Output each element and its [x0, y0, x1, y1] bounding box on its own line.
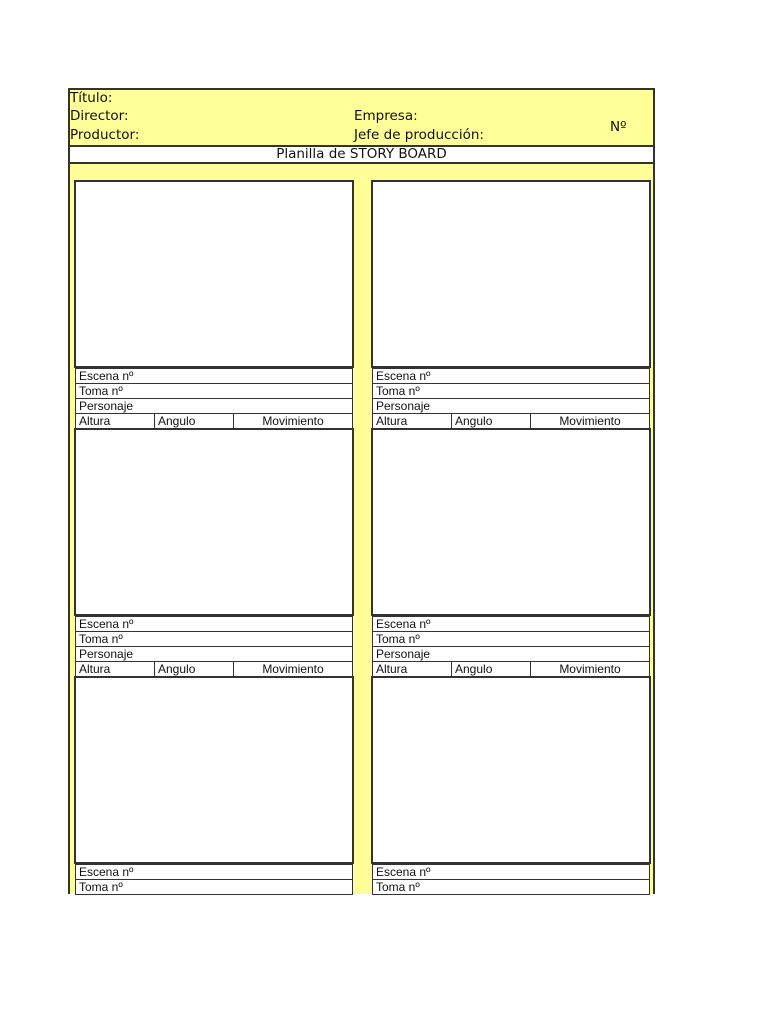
movimiento-label: Movimiento — [559, 414, 621, 428]
sheet-header — [70, 90, 653, 146]
productor-label: Productor: — [70, 127, 140, 143]
storyboard-frame[interactable] — [74, 676, 354, 864]
movimiento-label: Movimiento — [262, 662, 324, 676]
personaje-row — [75, 647, 353, 662]
escena-row — [75, 368, 353, 384]
toma-row — [75, 880, 353, 895]
personaje-label: Personaje — [376, 399, 431, 413]
angulo-label: Angulo — [155, 414, 234, 428]
toma-row — [75, 632, 353, 647]
personaje-label: Personaje — [376, 647, 431, 661]
escena-row — [372, 864, 650, 880]
toma-label: Toma nº — [376, 632, 420, 646]
escena-label: Escena nº — [376, 865, 431, 879]
camera-row — [75, 662, 353, 677]
toma-label: Toma nº — [376, 384, 420, 398]
personaje-row — [75, 399, 353, 414]
escena-row — [372, 368, 650, 384]
toma-row — [75, 384, 353, 399]
storyboard-sheet — [68, 88, 655, 894]
storyboard-frame[interactable] — [371, 676, 651, 864]
altura-label: Altura — [76, 414, 155, 428]
angulo-label: Angulo — [452, 414, 531, 428]
personaje-row — [372, 647, 650, 662]
camera-row — [75, 414, 353, 429]
escena-label: Escena nº — [79, 617, 134, 631]
storyboard-frame[interactable] — [74, 180, 354, 368]
titulo-label: Título: — [70, 90, 113, 106]
altura-label: Altura — [373, 662, 452, 676]
jefe-produccion-label: Jefe de producción: — [354, 127, 484, 143]
empresa-label: Empresa: — [354, 108, 418, 124]
numero-label: Nº — [610, 119, 627, 135]
altura-label: Altura — [76, 662, 155, 676]
toma-label: Toma nº — [376, 880, 420, 894]
toma-row — [372, 632, 650, 647]
storyboard-frame[interactable] — [371, 428, 651, 616]
escena-label: Escena nº — [376, 617, 431, 631]
escena-row — [75, 616, 353, 632]
angulo-label: Angulo — [155, 662, 234, 676]
movimiento-label: Movimiento — [559, 662, 621, 676]
toma-label: Toma nº — [79, 384, 123, 398]
sheet-title: Planilla de STORY BOARD — [70, 145, 653, 164]
escena-label: Escena nº — [376, 369, 431, 383]
toma-label: Toma nº — [79, 880, 123, 894]
escena-row — [75, 864, 353, 880]
movimiento-label: Movimiento — [262, 414, 324, 428]
altura-label: Altura — [373, 414, 452, 428]
personaje-row — [372, 399, 650, 414]
toma-label: Toma nº — [79, 632, 123, 646]
camera-row — [372, 414, 650, 429]
toma-row — [372, 384, 650, 399]
escena-label: Escena nº — [79, 369, 134, 383]
escena-label: Escena nº — [79, 865, 134, 879]
personaje-label: Personaje — [79, 399, 134, 413]
director-label: Director: — [70, 108, 129, 124]
toma-row — [372, 880, 650, 895]
camera-row — [372, 662, 650, 677]
personaje-label: Personaje — [79, 647, 134, 661]
escena-row — [372, 616, 650, 632]
angulo-label: Angulo — [452, 662, 531, 676]
storyboard-frame[interactable] — [371, 180, 651, 368]
storyboard-frame[interactable] — [74, 428, 354, 616]
